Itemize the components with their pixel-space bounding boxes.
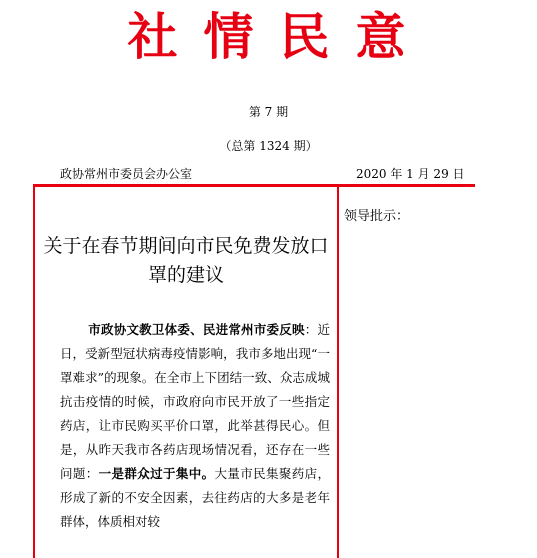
leader-note-label: 领导批示： bbox=[344, 209, 410, 224]
article-body bbox=[60, 318, 330, 534]
left-border bbox=[33, 187, 35, 558]
article-body-text: ：近日，受新型冠状病毒疫情影响，我市多地出现“一罩难求”的现象。在全市上下团结一致、众志成城抗击疫情的时候，市政府向市民开放了一些指定药店，让市民购买平价口罩，此举甚得民心。但是，从昨天我市各药店现场情况看，还存在一些问题： bbox=[60, 322, 330, 481]
issuing-office: 政协常州市委员会办公室 bbox=[60, 167, 193, 181]
article-lead: 市政协文教卫体委、民进常州市委反映 bbox=[88, 322, 305, 337]
issue-total: （总第 1324 期） bbox=[219, 139, 318, 153]
article-point-1: 一是群众过于集中。 bbox=[98, 466, 215, 481]
masthead-title: 社情民意 bbox=[127, 8, 432, 66]
article-title: 关于在春节期间向市民免费发放口罩的建议 bbox=[43, 235, 329, 286]
issue-date: 2020 年 1 月 29 日 bbox=[356, 167, 465, 181]
column-divider bbox=[337, 187, 339, 558]
header-divider-right bbox=[339, 184, 475, 187]
issue-number: 第 7 期 bbox=[248, 105, 289, 119]
article-body-text-2: 大量市民集聚药店，形成了新的不安全因素，去往药店的大多是老年群体，体质相对较 bbox=[60, 466, 330, 529]
header-divider bbox=[33, 184, 339, 187]
